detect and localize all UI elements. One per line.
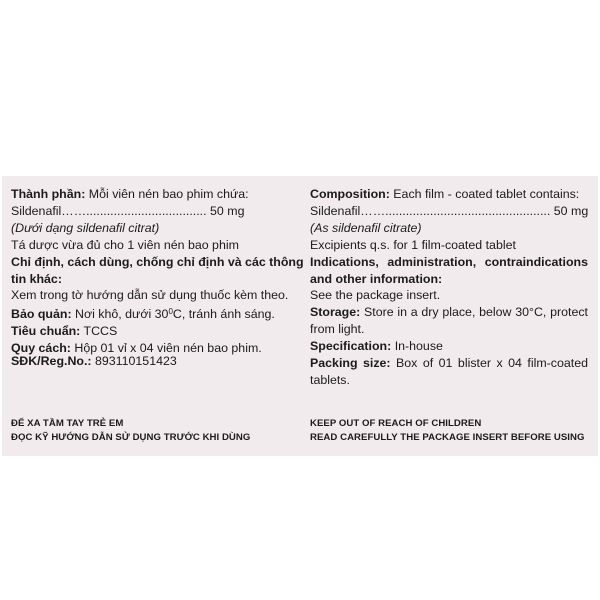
vn-indications-label-1: Chỉ định, cách dùng, chống chỉ định và các thông [11, 254, 304, 269]
vn-storage-degree: 0 [168, 307, 173, 317]
registration-label: SĐK/Reg.No.: [11, 354, 92, 368]
en-active-name: Sildenafil [310, 203, 361, 218]
en-composition-label: Composition: [310, 187, 390, 201]
en-indications-text: See the package insert. [310, 288, 441, 303]
vn-active-ingredient-line [11, 203, 286, 220]
en-storage-line-1 [310, 304, 588, 321]
vn-active-name: Sildenafil [11, 203, 62, 218]
en-warning-2: READ CAREFULLY THE PACKAGE INSERT BEFORE USING [310, 432, 585, 443]
en-specification-text: In-house [391, 339, 443, 354]
en-active-dose: 50 mg [550, 203, 589, 218]
vn-composition-label: Thành phần: [11, 187, 86, 201]
vn-indications-text: Xem trong tờ hướng dẫn sử dụng thuốc kèm theo. [11, 288, 289, 303]
vn-storage-line [11, 304, 286, 323]
vn-storage-text-after: C, tránh ánh sáng. [172, 307, 275, 322]
vn-indications-label-2: tin khác: [11, 271, 62, 286]
en-specification-label: Specification: [310, 339, 392, 354]
en-composition-line [310, 186, 588, 203]
vn-standard-label: Tiêu chuẩn: [11, 324, 81, 339]
registration-number [11, 354, 177, 368]
en-packing-text-2: tablets. [310, 372, 350, 387]
vn-standard-line [11, 323, 286, 340]
en-active-form: (As sildenafil citrate) [310, 220, 422, 235]
vn-standard-text: TCCS [80, 324, 118, 339]
en-warnings [310, 417, 585, 445]
en-indications-label-1: Indications, administration, contraindications [310, 254, 588, 269]
en-packing-line-1 [310, 355, 588, 372]
en-warning-1: KEEP OUT OF REACH OF CHILDREN [310, 418, 482, 429]
vn-warning-1: ĐỂ XA TẦM TAY TRẺ EM [11, 418, 124, 429]
en-storage-text-2: from light. [310, 322, 365, 337]
registration-value: 893110151423 [91, 354, 177, 368]
en-composition-text: Each film - coated tablet contains: [389, 187, 580, 201]
en-packing-label: Packing size: [310, 356, 391, 371]
vn-active-form: (Dưới dạng sildenafil citrat) [11, 220, 160, 235]
vn-active-dose: 50 mg [206, 203, 245, 218]
vn-composition-text: Mỗi viên nén bao phim chứa: [85, 187, 249, 201]
en-excipients: Excipients q.s. for 1 film-coated tablet [310, 237, 516, 252]
en-active-dots: ……................................................ [360, 203, 551, 218]
vn-storage-text-before: Nơi khô, dưới 30 [71, 307, 169, 322]
vn-excipients: Tá dược vừa đủ cho 1 viên nén bao phim [11, 237, 239, 252]
en-storage-text-1: Store in a dry place, below 30°C, protect [360, 305, 588, 320]
vn-storage-label: Bảo quản: [11, 307, 72, 322]
vn-composition-line [11, 186, 286, 203]
vn-packing-text: Hộp 01 vỉ x 04 viên nén bao phim. [70, 341, 262, 356]
vn-warnings [11, 417, 250, 445]
vn-warning-2: ĐỌC KỸ HƯỚNG DẪN SỬ DỤNG TRƯỚC KHI DÙNG [11, 432, 251, 443]
vn-packing-label: Quy cách: [11, 341, 71, 356]
en-specification-line [310, 338, 588, 355]
vn-active-dots: ……................................... [61, 203, 207, 218]
label-panel [2, 176, 598, 456]
vietnamese-column [11, 186, 304, 357]
en-packing-text-1: Box of 01 blister x 04 film-coated [390, 356, 588, 371]
en-storage-label: Storage: [310, 305, 361, 320]
en-indications-label-2: and other information: [310, 271, 443, 286]
english-column [310, 186, 588, 389]
en-active-ingredient-line [310, 203, 588, 220]
